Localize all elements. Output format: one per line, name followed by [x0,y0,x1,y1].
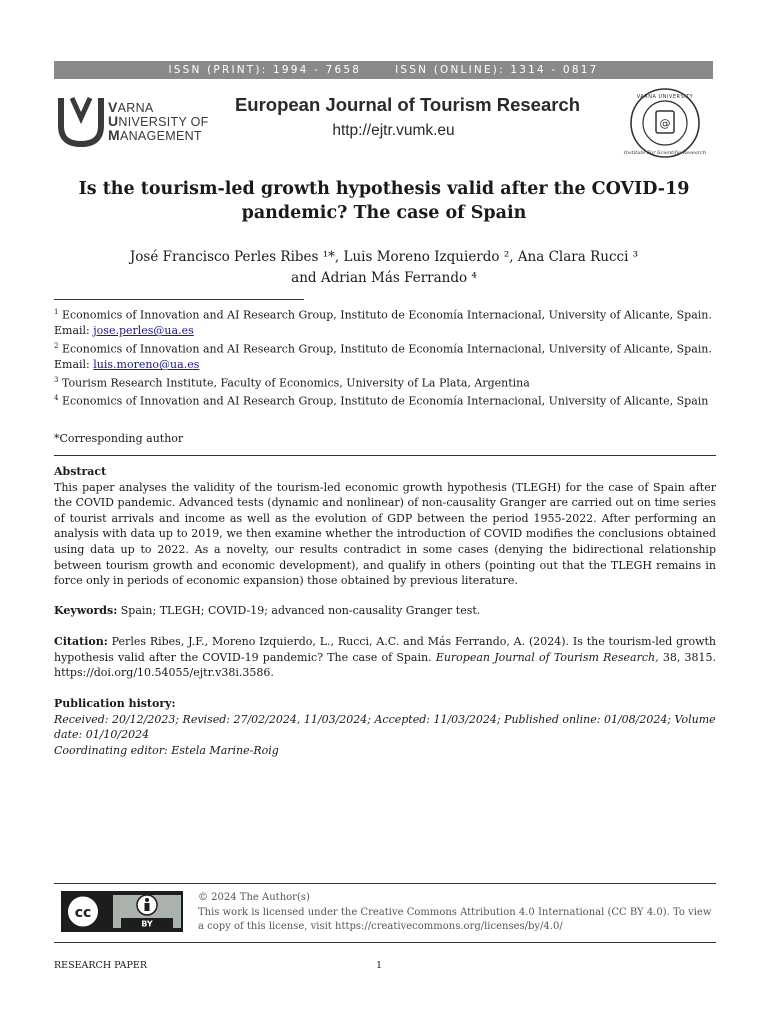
journal-url[interactable]: http://ejtr.vumk.eu [332,122,455,139]
cc-by-license-badge[interactable] [61,891,183,932]
abstract-heading: Abstract [54,465,107,478]
issn-bar [54,61,713,79]
email-link-2[interactable]: luis.moreno@ua.es [93,358,200,372]
citation-doi[interactable]: 38, 3815. https://doi.org/10.54055/ejtr.v38i.3586. [54,650,717,680]
citation-text: Perles Ribes, J.F., Moreno Izquierdo, L., Rucci, A.C. and Más Ferrando, A. (2024). Is the tourism-led growth hypothesis valid after the COVID-19 pandemic? The case of Spain. [54,635,716,664]
citation [54,634,716,681]
svg-text:Institute For Scientific Resea: Institute For Scientific Research [623,150,707,156]
footer-section-label: RESEARCH PAPER [54,960,147,971]
citation-label: Citation: [54,635,108,648]
keywords-text: Spain; TLEGH; COVID-19; advanced non-causality Granger test. [120,604,481,617]
coordinating-editor: Coordinating editor: Estela Marine-Roig [54,743,279,757]
affiliation-3: $^3$ Tourism Research Institute, Faculty of Economics, University of La Plata, Argentina [54,375,530,390]
copyright: © 2024 The Author(s) [198,892,310,903]
university-seal-icon [616,87,714,159]
keywords [54,603,716,619]
abstract-divider [54,455,716,456]
university-logo-mark-icon [58,96,104,148]
affiliation-2: $^2$ Economics of Innovation and AI Research Group, Instituto de Economía Internacional, University of Alicante, Spain. Email: luis.moreno@ua.es [54,341,712,372]
affiliation-4: $^4$ Economics of Innovation and AI Research Group, Instituto de Economía Internacional, University of Alicante, Spain [54,393,709,408]
issn-print: ISSN (PRINT): 1994 - 7658 [168,64,362,76]
corresponding-author-note: *Corresponding author [54,432,184,445]
keywords-label: Keywords: [54,604,118,617]
issn-online: ISSN (ONLINE): 1314 - 0817 [395,64,599,76]
license-bottom-divider [54,942,716,943]
svg-text:VARNA UNIVERSITY: VARNA UNIVERSITY [636,94,694,100]
affiliation-1: $^1$ Economics of Innovation and AI Research Group, Instituto de Economía Internacional, University of Alicante, Spain. Email: jose.perles@ua.es [54,308,712,338]
affiliations [54,305,714,409]
university-logo-text: VARNA UNIVERSITY OF MANAGEMENT [108,99,209,143]
abstract-text: This paper analyses the validity of the tourism-led economic growth hypothesis (TLEGH) for the case of Spain after the COVID pandemic. Advanced tests (dynamic and nonlinear) of non-causality Granger are carried out on time series of tourist arrivals and income as well as the evolution of GDP between the period 1955-2022. After performing an analysis with data up to 2019, we then examine whether the introduction of COVID modifies the conclusions obtained using data up to 2022. As a novelty, our results contradict in some cases (denying the bidirectional relationship between tourism growth and economic development), and qualify in others (pointing out that the TLEGH remains in force only in periods of economic expansion) those obtained by previous literature. [54,480,716,588]
citation-journal: European Journal of Tourism Research, [435,650,659,664]
university-logo [58,96,218,148]
publication-history-heading: Publication history: [54,697,176,710]
paper-title: Is the tourism-led growth hypothesis valid after the COVID-19 pandemic? The case of Spain [78,179,690,223]
svg-text:@: @ [659,117,671,130]
license-text [198,891,714,935]
license-statement: This work is licensed under the Creative Commons Attribution 4.0 International (CC BY 4.0). To view a copy of this license, visit https://creativecommons.org/licenses/by/4.0/ [198,906,712,932]
email-link-1[interactable]: jose.perles@ua.es [93,324,194,338]
cc-by-icon [61,891,183,932]
affiliation-divider [54,299,304,300]
license-top-divider [54,883,716,884]
publication-dates: Received: 20/12/2023; Revised: 27/02/2024, 11/03/2024; Accepted: 11/03/2024; Published online: 01/08/2024; Volume date: 01/10/2024 [54,712,716,742]
page-number: 1 [376,960,383,971]
journal-title: European Journal of Tourism Research [234,94,581,115]
publication-history [54,696,716,758]
svg-text:cc: cc [74,905,92,921]
authors: José Francisco Perles Ribes ¹*, Luis Moreno Izquierdo ², Ana Clara Rucci ³ and Adrian Más Ferrando ⁴ [129,249,639,286]
abstract [54,464,716,589]
cc-by-badge-label: BY [141,919,153,929]
